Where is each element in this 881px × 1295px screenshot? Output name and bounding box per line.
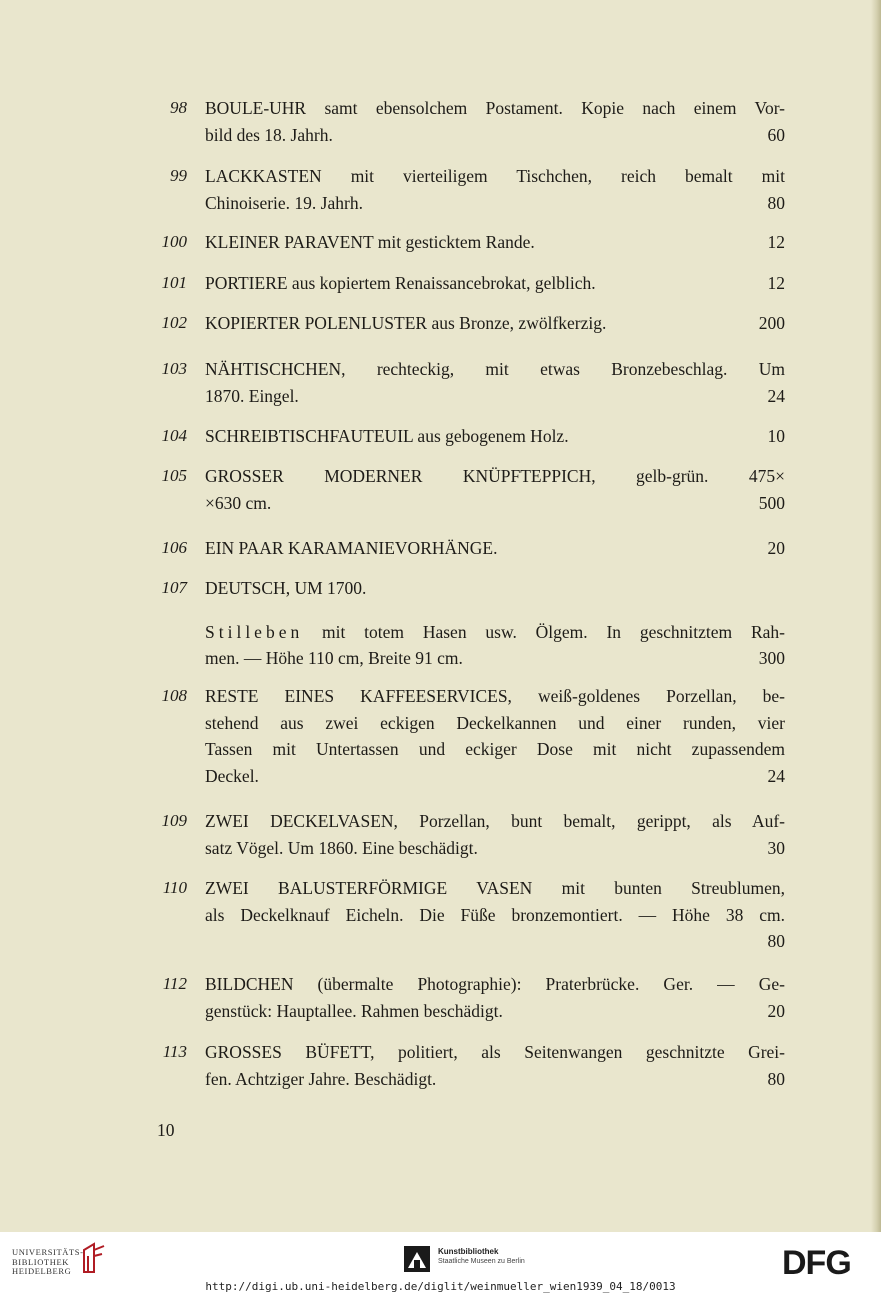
lot-number: 104 — [161, 426, 187, 445]
dfg-logo[interactable]: DFG — [782, 1244, 851, 1282]
kunstbibliothek-subtitle: Staatliche Museen zu Berlin — [438, 1258, 525, 1265]
lot-text-line: BILDCHEN (übermalte Photographie): Praterbrücke. Ger. — Ge- — [205, 974, 785, 994]
lot-text-line: KLEINER PARAVENT mit gesticktem Rande. — [205, 232, 535, 252]
lot-text-line: NÄHTISCHCHEN, rechteckig, mit etwas Bronzebeschlag. Um — [205, 359, 785, 379]
lot-number: 100 — [161, 232, 187, 251]
lot-text-line: EIN PAAR KARAMANIEVORHÄNGE. — [205, 538, 498, 558]
lot-number: 108 — [161, 686, 187, 705]
page-edge — [871, 0, 881, 1232]
lot-text-line: BOULE-UHR samt ebensolchem Postament. Kopie nach einem Vor- — [205, 98, 785, 118]
lot-price: 300 — [758, 648, 785, 668]
lot-number: 110 — [162, 878, 187, 897]
lot-price: 80 — [767, 1068, 785, 1089]
permalink-url[interactable]: http://digi.ub.uni-heidelberg.de/diglit/weinmueller_wien1939_04_18/0013 — [205, 1280, 676, 1293]
lot-text-line: LACKKASTEN mit vierteiligem Tischchen, reich bemalt mit — [205, 166, 785, 186]
lot-text-line: mit totem Hasen usw. Ölgem. In geschnitztem Rah- — [303, 621, 785, 642]
lot-price: 60 — [767, 124, 785, 145]
lot-number: 103 — [161, 359, 187, 378]
lot-text-line: men. — Höhe 110 cm, Breite 91 cm. — [205, 648, 463, 668]
lot-text-line: 1870. Eingel. — [205, 385, 299, 406]
lot-text-line: stehend aus zwei eckigen Deckelkannen und einer runden, vier — [205, 712, 785, 733]
lot-number: 99 — [170, 166, 187, 185]
lot-text-line: Deckel. — [205, 765, 259, 786]
lot-price: 24 — [767, 765, 785, 786]
lot-text-line: ZWEI DECKELVASEN, Porzellan, bunt bemalt, gerippt, als Auf- — [205, 811, 785, 831]
lot-number: 109 — [161, 811, 187, 830]
lot-text-line: ×630 cm. — [205, 492, 272, 513]
lot-text-line: SCHREIBTISCHFAUTEUIL aus gebogenem Holz. — [205, 426, 569, 446]
lot-price: 200 — [758, 313, 785, 333]
lot-price: 12 — [767, 273, 785, 293]
lot-text-line: GROSSER MODERNER KNÜPFTEPPICH, gelb-grün. 475× — [205, 466, 785, 486]
lot-price: 10 — [767, 426, 785, 446]
lot-text-line: bild des 18. Jahrh. — [205, 124, 333, 145]
lot-text-line: GROSSES BÜFETT, politiert, als Seitenwangen geschnitzte Grei- — [205, 1042, 785, 1062]
lot-price: 500 — [758, 492, 785, 513]
kunstbibliothek-title: Kunstbibliothek — [438, 1247, 499, 1256]
lot-number: 105 — [161, 466, 187, 485]
university-library-logo-text[interactable]: UNIVERSITÄTS- BIBLIOTHEK HEIDELBERG — [12, 1247, 84, 1276]
lot-text-line: Chinoiserie. 19. Jahrh. — [205, 192, 363, 213]
lot-text-line: als Deckelknauf Eicheln. Die Füße bronzemontiert. — Höhe 38 cm. — [205, 904, 785, 925]
lot-price: 30 — [767, 837, 785, 858]
lot-number: 107 — [161, 578, 187, 597]
lot-heading: DEUTSCH, UM 1700. — [205, 578, 367, 598]
lot-text-line: fen. Achtziger Jahre. Beschädigt. — [205, 1068, 437, 1089]
kunstbibliothek-logo[interactable] — [404, 1244, 544, 1274]
lot-text-line: PORTIERE aus kopiertem Renaissancebrokat, gelblich. — [205, 273, 596, 293]
lot-price: 20 — [767, 538, 785, 558]
page-number: 10 — [157, 1120, 175, 1140]
lot-text-line: KOPIERTER POLENLUSTER aus Bronze, zwölfkerzig. — [205, 313, 607, 333]
kunstbibliothek-icon — [404, 1246, 430, 1272]
lot-text-line: satz Vögel. Um 1860. Eine beschädigt. — [205, 837, 478, 858]
lot-text-line: ZWEI BALUSTERFÖRMIGE VASEN mit bunten Streublumen, — [205, 878, 785, 898]
lot-number: 101 — [161, 273, 187, 292]
lot-price: 80 — [767, 931, 785, 951]
lot-price: 12 — [767, 232, 785, 252]
lot-price: 20 — [767, 1000, 785, 1021]
lot-price: 80 — [767, 192, 785, 213]
lot-price: 24 — [767, 385, 785, 406]
lot-number: 98 — [170, 98, 187, 117]
viewer-footer — [0, 1232, 881, 1295]
lot-number: 112 — [162, 974, 187, 993]
lot-text-line: genstück: Hauptallee. Rahmen beschädigt. — [205, 1000, 503, 1021]
lot-text-line: Tassen mit Untertassen und eckiger Dose mit nicht zupassendem — [205, 739, 785, 759]
lot-title-spaced: Stilleben — [205, 621, 304, 642]
lot-number: 113 — [162, 1042, 187, 1061]
lot-number: 102 — [161, 313, 187, 332]
lot-number: 106 — [161, 538, 187, 557]
lot-text-line: RESTE EINES KAFFEESERVICES, weiß-goldenes Porzellan, be- — [205, 686, 785, 706]
university-seal-icon — [80, 1242, 106, 1276]
